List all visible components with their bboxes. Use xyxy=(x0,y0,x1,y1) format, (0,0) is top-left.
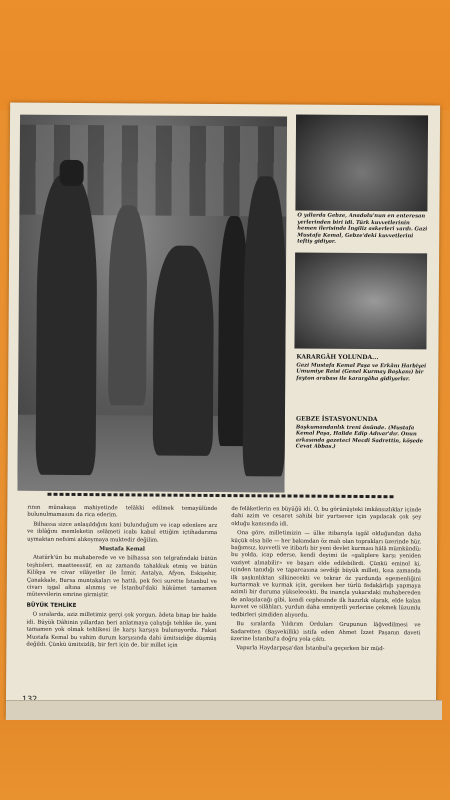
section-title: BÜYÜK TEHLİKE xyxy=(26,602,77,609)
photo-figure xyxy=(243,176,287,476)
caption-bottom-right xyxy=(296,417,426,452)
photo-carriage xyxy=(294,252,427,349)
caption-top-right: O yıllarda Gebze, Anadolu'nun en enteresan yerlerinden biri idi. Türk kuvvetlerinin hemen ilerisinde İngiliz askerleri vardı. Gazi Mustafa Kemal, Gebze'deki kuvvetlerini teftiş gidiyor. xyxy=(297,212,428,246)
magazine-page xyxy=(6,103,440,724)
main-photo-gebze-station xyxy=(17,115,287,493)
caption-bottom-right-text: Başkumandanlık treni önünde. (Mustafa Kemal Paşa, Halide Edip Adıvar'dır. Onun arkasında gazeteci Mecdi Sadrettin, köşede Cevat Abbas.) xyxy=(295,424,423,451)
orange-background-top xyxy=(0,0,450,110)
left-paragraph: rının münakaşa mahiyetinde telâkki edilmek temayülünde bulunulmamasını da rica ederim. xyxy=(27,504,218,519)
right-paragraph: Bu sıralarda Yıldırım Orduları Grupunun lâğvedilmesi ve Sadaretten (Başvekillik) istifa eden Ahmet İzzet Paşanın daveti üzerine İstanbul'a doğru yola çıktı. xyxy=(230,621,421,643)
photo-gebze-crowd xyxy=(295,115,428,212)
photo-figure xyxy=(153,246,214,456)
photo-figure xyxy=(60,160,84,186)
caption-middle-right-title: KARARGÂH YOLUNDA... xyxy=(296,353,379,362)
photo-figure xyxy=(36,175,98,475)
left-paragraph: Atatürk'ün bu muhaberede ve ve bilhassa son telgrafındaki bütün teşhisleri, maatteessüf, en az zamanda tahakkuk etmiş ve bütün Kilikya ve civar vilâyetler ile İzmir, Antalya, Afyon, Eskişehir, Çanakkale, Bursa muntakaları ve hattâ, pek feci surette İstanbul ve civarı işgal altına alınmış ve İstanbul'daki hükümet tamamen mütevvilerin emrine girmiştir. xyxy=(26,555,217,599)
caption-bottom-right-title: GEBZE İSTASYONUNDA xyxy=(295,415,378,424)
left-paragraph: Bilhassa sizce anlaşıldığını kani bulunduğum ve icap edenlere arz ve iblâğını memleketin selâmeti icabı kabul ettiğim içtihadarıma uymaktan nefsimi alıkoymaya muktedir değilim. xyxy=(27,521,218,544)
signature: Mustafa Kemal xyxy=(99,546,145,553)
right-column xyxy=(230,506,421,656)
right-paragraph: de felâketlerin en büyüğü idi. O, bu görünüşteki imkânsızlıklar içinde dahi azim ve cesaret sahibi bir yurtsever için yapılacak çok şey olduğu kanısında idi. xyxy=(231,506,422,528)
left-paragraph: O sıralarda, aziz milletimiz gerçi çok yorgun, âdeta bitap bir halde idi. Büyük Dâhinin yıllardan beri anlatmaya çalıştığı tehlike ile, yani tamamen yok olmak tehlikesi ile karşı karşıya bulunuyordu. Fakat Mustafa Kemal bu vahim durum karşısında dahi ümitsizliğe düşmüş değildi. Çünkü ümitsizlik, bir fert için de, bir millet için xyxy=(26,611,217,649)
right-paragraph: Vapurla Haydarpaşa'dan İstanbul'a geçerken bir müd- xyxy=(236,645,385,653)
caption-middle-right xyxy=(296,355,426,383)
orange-background-bottom xyxy=(0,720,450,800)
photo-figure xyxy=(108,205,147,405)
caption-middle-right-text: Gazi Mustafa Kemal Paşa ve Erkânı Harbiyei Umumiye Reisi (Genel Kurmay Başkanı) bir fayton arabası ile karargâha gidiyorlar. xyxy=(296,362,427,383)
left-column xyxy=(26,505,217,653)
right-paragraph: Ona göre, milletimizin — ülke itibarıyla işgâl olduğundan daha küçük olsa bile — her bakımdan öz malı olan toprakları üzerinde hür, bağımsız, kuvvetli ve itibarlı bir yeni devlet kurması hâlâ mümkündü; bu yolda, icap ederse, kendi deyimi ile «galiplere karşı yeniden vaziyet alınabilir» ve başarı elde edilebilirdi. Çünkü eminol ki, içinden tanıdığı ve taparcasına sevdiği büyük milleti, kısa zamanda ilk şaşkınlıktan silkinecekti ve tekrar öz yurdunda egemenliğini kurtarmak ve kurmak için, gereken her türlü fedakârlığı yapmaya azimli bir duruma yükselecekti. Bu inançla yukarıdaki muhabereden de anlaşılacağı gibi, kendi cephesinde ilk hazırlık olarak, elde kalan kuvvet ve silâhları, yurdun daha emniyetli yerlerine çekmek lüzumlu tedbirleri şimdiden alıyordu. xyxy=(230,530,422,619)
section-divider xyxy=(47,493,395,498)
